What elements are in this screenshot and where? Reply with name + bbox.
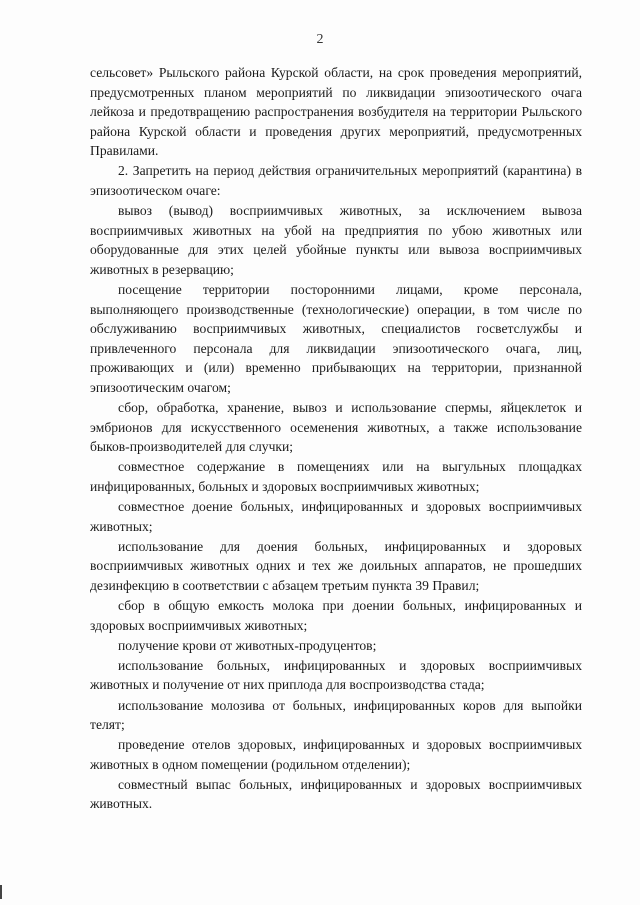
- paragraph-milk-collection-ban: сбор в общую емкость молока при доении больных, инфицированных и здоровых восприимчивых животных;: [90, 598, 582, 633]
- scan-edge-mark: [0, 885, 2, 899]
- paragraph-semen-ban: сбор, обработка, хранение, вывоз и использование спермы, яйцеклеток и эмбрионов для искусственного осеменения животных, а также использование быков-производителей для случки;: [90, 400, 582, 455]
- page-number: 2: [316, 32, 324, 47]
- paragraph-continuation: сельсовет» Рыльского района Курской области, на срок проведения мероприятий, предусмотренных планом мероприятий по ликвидации эпизоотического очага лейкоза и предотвращению распространения возбудителя на территории Рыльского района Курской области и проведения других мероприятий, предусмотренных Правилами.: [90, 65, 582, 159]
- document-body: [90, 63, 582, 815]
- paragraph-item-2: 2. Запретить на период действия ограничительных мероприятий (карантина) в эпизоотическом очаге:: [90, 163, 582, 199]
- paragraph-milking-equipment-ban: использование для доения больных, инфицированных и здоровых восприимчивых животных одних и тех же доильных аппаратов, не прошедших дезинфекцию в соответствии с абзацем третьим пункта 39 Правил;: [90, 538, 582, 593]
- paragraph-calving-ban: проведение отелов здоровых, инфицированных и здоровых восприимчивых животных в одном помещении (родильном отделении);: [90, 737, 582, 772]
- paragraph-blood-ban: получение крови от животных-продуцентов;: [118, 637, 377, 653]
- paragraph-joint-milking-ban: совместное доение больных, инфицированных и здоровых восприимчивых животных;: [90, 499, 582, 534]
- paragraph-export-ban: вывоз (вывод) восприимчивых животных, за исключением вывоза восприимчивых животных на убой на предприятия по убою животных или оборудованные для этих целей убойные пункты или вывоза восприимчивых животных в резервацию;: [90, 203, 582, 277]
- paragraph-grazing-ban: совместный выпас больных, инфицированных и здоровых восприимчивых животных.: [90, 776, 582, 812]
- paragraph-colostrum-ban: использование молозива от больных, инфицированных коров для выпойки телят;: [90, 697, 582, 733]
- paragraph-breeding-ban: использование больных, инфицированных и здоровых восприимчивых животных и получение от них приплода для воспроизводства стада;: [90, 657, 582, 693]
- paragraph-visit-ban: посещение территории посторонними лицами, кроме персонала, выполняющего производственные (технологические) операции, в том числе по обслуживанию восприимчивых животных, специалистов госветслужбы и привлеченного персонала для ликвидации эпизоотического очага, лиц, проживающих и (или) временно прибывающих на территории, признанной эпизоотическим очагом;: [90, 282, 582, 395]
- paragraph-joint-keeping-ban: совместное содержание в помещениях или на выгульных площадках инфицированных, больных и здоровых восприимчивых животных;: [90, 459, 582, 494]
